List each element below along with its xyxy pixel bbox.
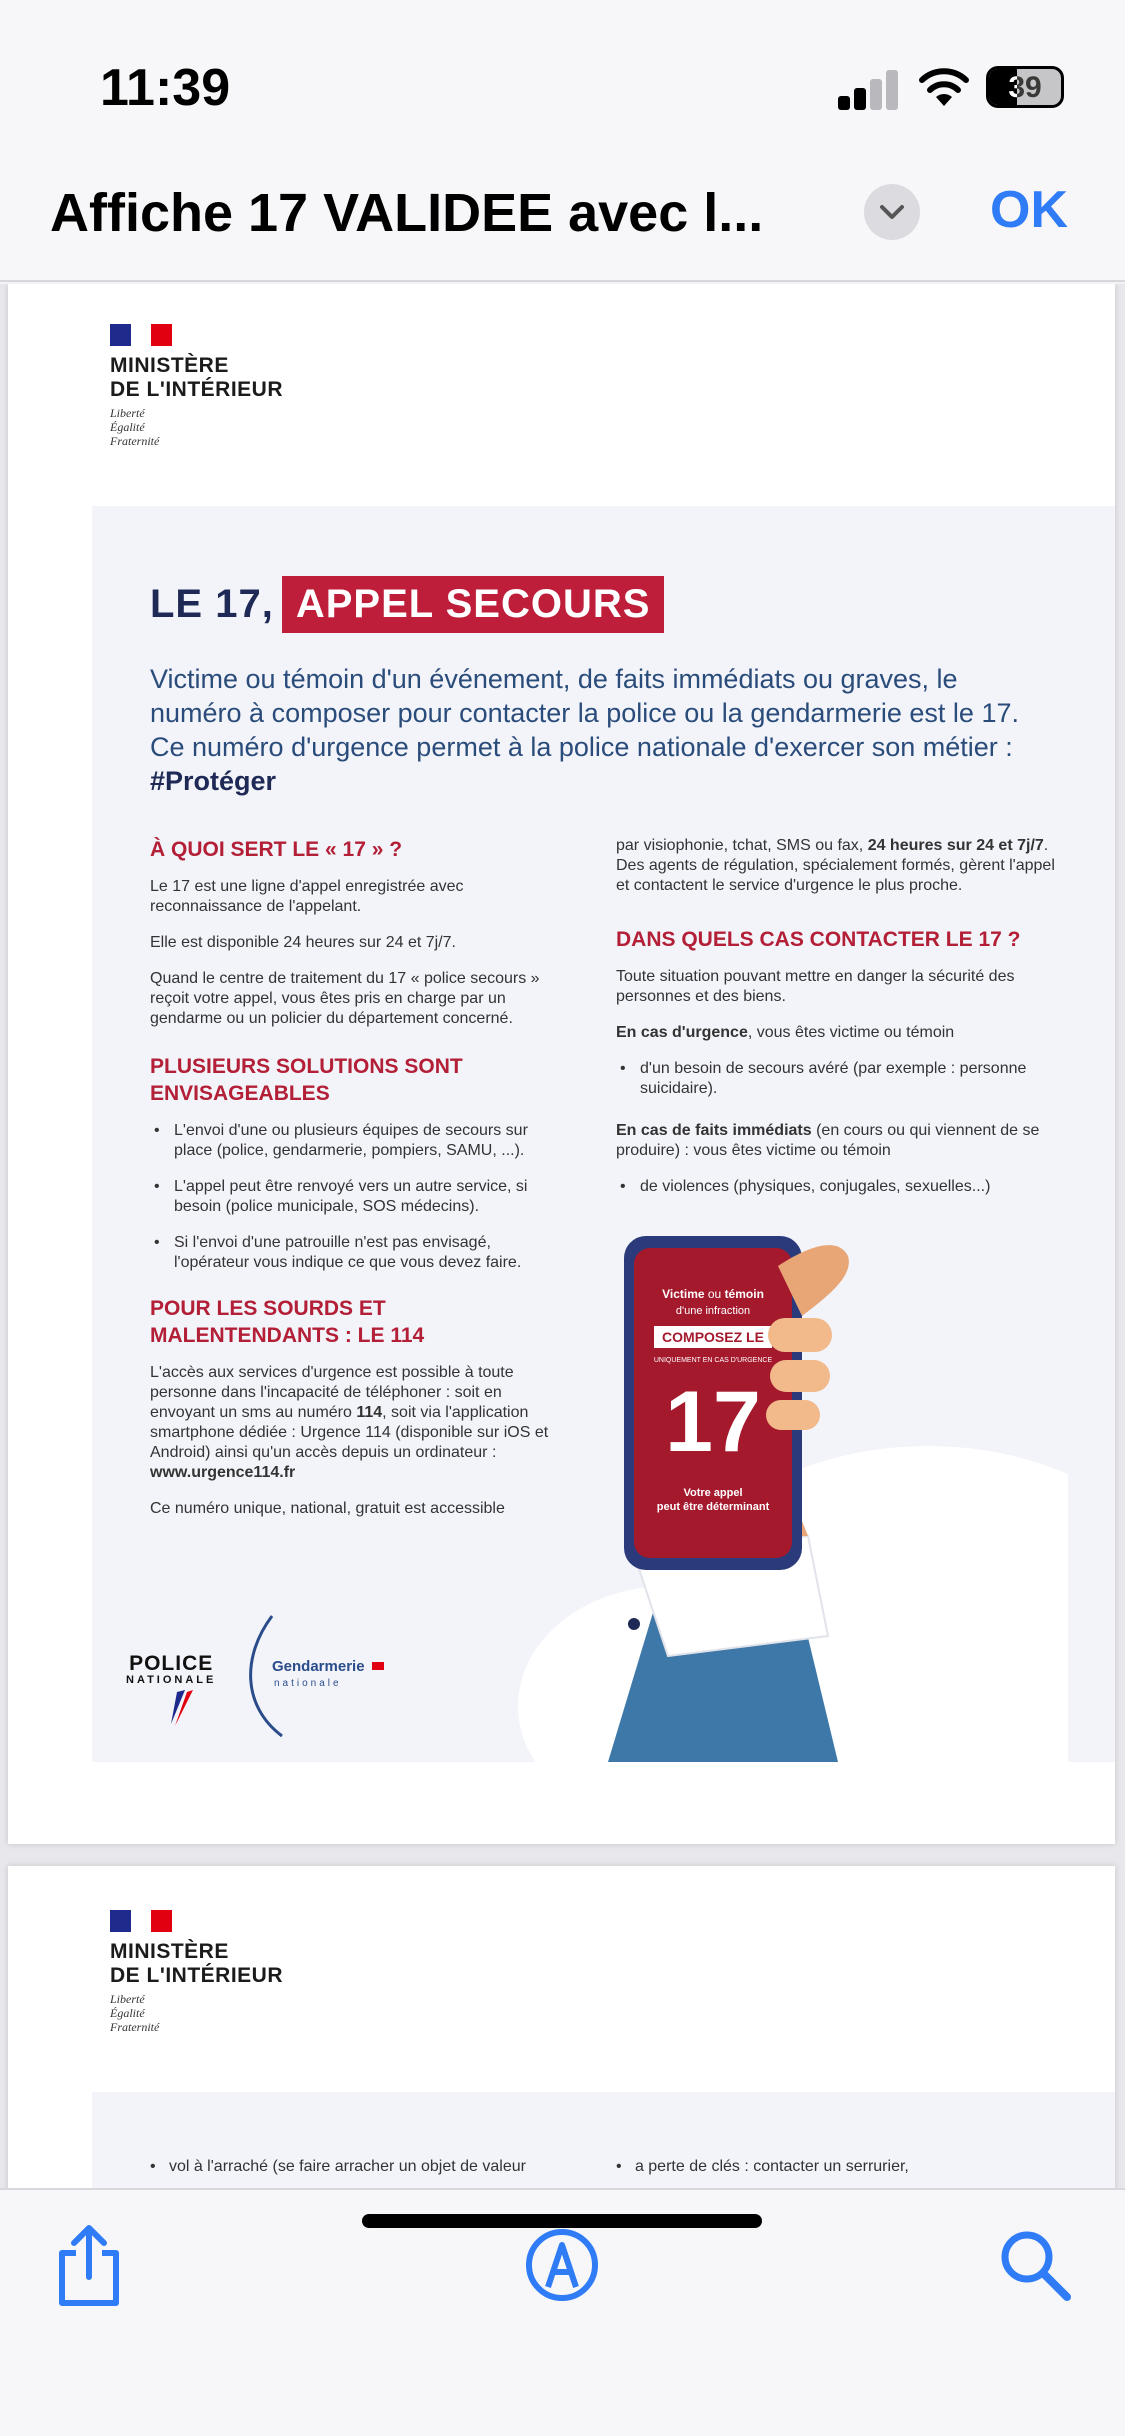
police-wing-icon	[141, 1686, 201, 1730]
battery-level: 39	[1008, 71, 1042, 104]
list-item: • de violences (physiques, conjugales, sexuelles...)	[616, 1177, 1056, 1197]
navigation-bar	[0, 170, 1125, 282]
document-viewer[interactable]	[0, 284, 1125, 2188]
list-item: • L'envoi d'une ou plusieurs équipes de secours sur place (police, gendarmerie, pompiers, SAMU, ...).	[150, 1121, 570, 1161]
list-item: • a perte de clés : contacter un serrurier,	[616, 2158, 909, 2175]
svg-text:Votre appel: Votre appel	[683, 1487, 743, 1499]
share-button[interactable]	[44, 2220, 134, 2310]
battery-icon	[986, 66, 1064, 108]
status-bar	[0, 0, 1125, 170]
svg-text:peut être déterminant: peut être déterminant	[656, 1501, 770, 1513]
done-button[interactable]: OK	[990, 181, 1068, 239]
gendarmerie-logo: Gendarmerie nationale	[242, 1606, 402, 1746]
chevron-down-icon	[877, 202, 907, 222]
french-flag-icon	[110, 324, 172, 346]
hand-phone-illustration	[508, 1236, 1068, 1762]
svg-text:17: 17	[665, 1374, 761, 1470]
police-nationale-logo: POLICE NATIONALE	[126, 1652, 216, 1735]
share-icon	[54, 2223, 124, 2307]
list-item: • Si l'envoi d'une patrouille n'est pas envisagé, l'opérateur vous indique ce que vous devez faire.	[150, 1233, 570, 1273]
solutions-list	[150, 1121, 570, 1273]
ministry-logo: MINISTÈRE DE L'INTÉRIEUR Liberté Égalité Fraternité	[110, 1910, 283, 2034]
section-title: POUR LES SOURDS ET MALENTENDANTS : LE 114	[150, 1297, 425, 1347]
svg-text:COMPOSEZ LE: COMPOSEZ LE	[662, 1329, 764, 1345]
list-item: • vol à l'arraché (se faire arracher un objet de valeur	[150, 2158, 526, 2175]
section-title: À QUOI SERT LE « 17 » ?	[150, 838, 403, 861]
poster-content	[92, 506, 1115, 1762]
list-item: • L'appel peut être renvoyé vers un autre service, si besoin (police municipale, SOS médecins).	[150, 1177, 570, 1217]
home-indicator[interactable]	[362, 2214, 762, 2228]
list-item: • d'un besoin de secours avéré (par exemple : personne suicidaire).	[616, 1059, 1056, 1099]
section-title: PLUSIEURS SOLUTIONS SONT ENVISAGEABLES	[150, 1055, 463, 1105]
search-icon	[997, 2227, 1073, 2303]
french-flag-icon	[110, 1910, 172, 1932]
svg-text:d'une infraction: d'une infraction	[675, 1305, 751, 1317]
markup-pen-icon	[524, 2227, 600, 2303]
title-menu-button[interactable]	[864, 184, 920, 240]
section-title: DANS QUELS CAS CONTACTER LE 17 ?	[616, 928, 1021, 951]
clock: 11:39	[100, 59, 231, 117]
poster-intro: Victime ou témoin d'un événement, de faits immédiats ou graves, le numéro à composer pour contacter la police ou la gendarmerie est le 17. Ce numéro d'urgence permet à la police nationale d'exercer son métier : #Protéger	[150, 664, 1019, 796]
markup-button[interactable]	[517, 2220, 607, 2310]
left-column: À QUOI SERT LE « 17 » ? Le 17 est une ligne d'appel enregistrée avec reconnaissance de l'appelant. Elle est disponible 24 heures sur 24 et 7j/7. Quand le centre de traitement du 17 « police secours » reçoit votre appel, vous êtes pris en charge par un gendarme ou un policier du département concerné. PLUSIEURS SOLUTIONS SONT ENVISAGEABLES • L'envoi d'une ou plusieurs équipes de secours sur place (police, gendarmerie, pompiers, SAMU, ...). • L'appel peut être renvoyé vers un autre service, si besoin (police municipale, SOS médecins). • Si l'envoi d'une patrouille n'est pas envisagé, l'opérateur vous indique ce que vous devez faire. POUR LES SOURDS ET MALENTENDANTS : LE 114 L'accès aux services d'urgence est possible à toute personne dans l'incapacité de téléphoner : soit en envoyant un sms au numéro 114, soit via l'application smartphone dédiée : Urgence 114 (disponible sur iOS et Android) ainsi qu'un accès depuis un ordinateur : www.urgence114.fr Ce numéro unique, national, gratuit est accessible	[150, 836, 570, 1535]
gendarmerie-arc-icon	[242, 1606, 402, 1746]
document-title: Affiche 17 VALIDEE avec l...	[50, 183, 764, 243]
pdf-page-2	[8, 1866, 1115, 2188]
cellular-signal-icon	[838, 70, 900, 110]
right-column: par visiophonie, tchat, SMS ou fax, 24 heures sur 24 et 7j/7. Des agents de régulation, spécialement formés, gèrent l'appel et contactent le service d'urgence le plus proche. DANS QUELS CAS CONTACTER LE 17 ? Toute situation pouvant mettre en danger la sécurité des personnes et des biens. En cas d'urgence, vous êtes victime ou témoin • d'un besoin de secours avéré (par exemple : personne suicidaire). En cas de faits immédiats (en cours ou qui viennent de se produire) : vous êtes victime ou témoin • de violences (physiques, conjugales, sexuelles...)	[616, 836, 1056, 1219]
search-button[interactable]	[990, 2220, 1080, 2310]
wifi-icon	[916, 62, 972, 108]
ministry-logo: MINISTÈRE DE L'INTÉRIEUR Liberté Égalité Fraternité	[110, 324, 283, 448]
pdf-page-1	[8, 284, 1115, 1844]
poster-title: LE 17, APPEL SECOURS	[150, 576, 664, 633]
svg-text:Victime ou témoin: Victime ou témoin	[662, 1287, 764, 1301]
svg-text:UNIQUEMENT EN CAS D'URGENCE: UNIQUEMENT EN CAS D'URGENCE	[653, 1357, 773, 1364]
poster-content-page2	[92, 2092, 1115, 2188]
